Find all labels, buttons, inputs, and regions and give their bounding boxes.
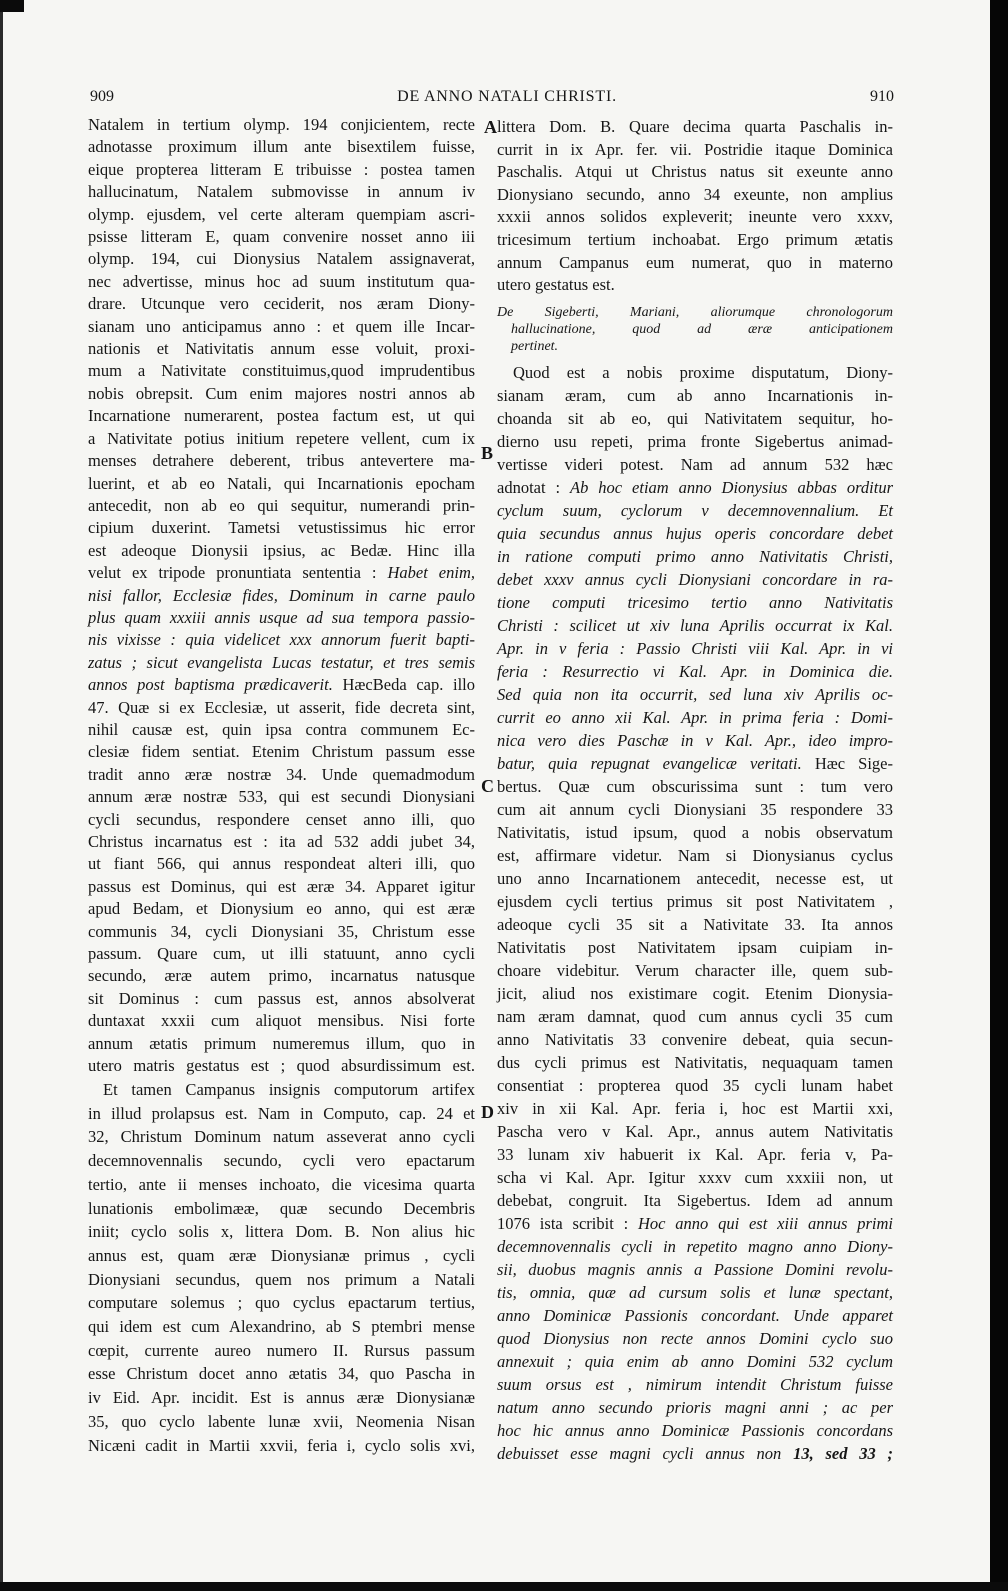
scan-edge-right (990, 0, 1008, 1591)
text-line (497, 274, 893, 297)
text-line (497, 1304, 893, 1327)
margin-letter: D (481, 1102, 494, 1122)
text-segment: qui idem est cum Alexandrino, ab S ptembri mense (88, 1317, 475, 1337)
text-line (88, 405, 475, 427)
text-segment: debebat, congruit. Ita Sigebertus. Idem ad annum (497, 1191, 893, 1210)
text-segment: annum Campanus eum numerat, quo in materno (497, 252, 893, 272)
text-segment: olymp. 194, cui Dionysius Natalem assignaverat, (88, 249, 475, 269)
italic-text: debuisset esse magni cycli annus non (497, 1444, 794, 1463)
text-segment: lunationis embolimææ, quæ secundo Decembris (88, 1198, 475, 1218)
text-line (88, 697, 475, 719)
text-segment: adnotasse proximum illum ante bisextilem fuisse, (88, 137, 475, 157)
text-line (497, 321, 893, 338)
text-segment: bertus. Quæ cum obscurissima sunt : tum vero (497, 777, 893, 796)
bold-italic-text: 13, sed 33 ; (793, 1444, 893, 1463)
text-line (88, 1386, 475, 1410)
text-segment: Dionysiani secundus, quem nos primum a Natali (88, 1269, 475, 1289)
text-line (497, 522, 893, 545)
italic-text: nica vero dies Paschæ in v Kal. Apr., ideo impro- (497, 731, 893, 750)
text-segment: antecedit, non ab eo qui sequitur, numerandi prin- (88, 495, 475, 515)
text-segment: ut fiant 566, qui annus respondeat alteri illi, quo (88, 854, 475, 874)
text-segment: vertisse videri potest. Nam ad annum 532 hæc (497, 455, 893, 474)
text-line (497, 1074, 893, 1097)
text-line (88, 338, 475, 360)
text-segment: passum. Quare cum, ut illi statuunt, anno cycli (88, 944, 475, 964)
text-segment: Dionysiano secundo, anno 34 exeunte, non amplius (497, 184, 893, 204)
text-line (497, 139, 893, 162)
text-line (88, 1010, 475, 1032)
text-segment: computare solemus ; quo cyclus epactarum tertius, (88, 1293, 475, 1313)
text-line (88, 1149, 475, 1173)
margin-letter: B (481, 443, 494, 463)
italic-text: zatus ; sicut evangelista Lucas testatur, et tres semis (88, 652, 475, 672)
text-segment: Nicæni cadit in Martii xxvii, feria i, cyclo solis xvi, (88, 1435, 475, 1455)
text-line (88, 1315, 475, 1339)
italic-text: tis, omnia, quæ ad cursum solis et lunæ spectant, (497, 1283, 893, 1302)
text-line (88, 204, 475, 226)
text-line (88, 248, 475, 270)
text-line (497, 752, 893, 775)
text-line (88, 1197, 475, 1221)
text-line (497, 1212, 893, 1235)
italic-text: nisi fallor, Ecclesiæ fides, Dominum in carne paulo (88, 585, 475, 605)
text-segment: velut ex tripode pronuntiata sententia : (88, 563, 388, 583)
text-segment: Incarnatione numerarent, postea factum est, ut qui (88, 406, 475, 426)
italic-text: Habet enim, (387, 563, 475, 583)
text-line (497, 913, 893, 936)
text-segment: apud Bedam, et Dionysium eo anno, qui est æræ (88, 899, 475, 919)
text-line (88, 473, 475, 495)
text-segment: cycli secundus, respondere censet anno illi, quo (88, 809, 475, 829)
text-line (88, 383, 475, 405)
text-line (497, 706, 893, 729)
page-number-right: 910 (870, 88, 894, 105)
text-segment: Quod est a nobis proxime disputatum, Diony- (513, 363, 893, 382)
text-line (497, 1281, 893, 1304)
text-segment: nec advertisse, minus hoc ad suum institutum qua- (88, 271, 475, 291)
italic-text: Sed quia non ita occurrit, sed luna xiv Aprilis oc- (497, 685, 893, 704)
text-line (88, 540, 475, 562)
text-line (497, 361, 893, 384)
text-segment: cipium duxerint. Tametsi vetustissimus hic error (88, 518, 475, 538)
text-segment: utero gestatus est. (497, 275, 615, 295)
text-segment: consentiat : propterea quod 35 cycli lunam habet (497, 1076, 893, 1095)
section-heading (497, 304, 893, 355)
text-line (497, 1235, 893, 1258)
text-line (88, 1125, 475, 1149)
italic-text: tione computi tricesimo tertio anno Nativitatis (497, 593, 893, 612)
text-line (88, 517, 475, 539)
text-line (497, 775, 893, 798)
text-line (88, 1102, 475, 1126)
text-line (497, 545, 893, 568)
italic-text: nis vixisse : quia videlicet xxx annorum fuerit bapti- (88, 630, 475, 650)
text-line (88, 1220, 475, 1244)
text-line (497, 1396, 893, 1419)
text-segment: passus est Dominus, qui est æræ 34. Apparet igitur (88, 876, 475, 896)
text-segment: 47. Quæ si ex Ecclesiæ, ut asserit, fide decreta sint, (88, 697, 475, 717)
text-line (497, 476, 893, 499)
italic-text: suum orsus est , nimirum intendit Christum fuisse (497, 1375, 893, 1394)
text-line (88, 629, 475, 651)
text-line (88, 159, 475, 181)
text-line (88, 809, 475, 831)
text-segment: est, affirmare videtur. Nam si Dionysianus cyclus (497, 846, 893, 865)
text-line (497, 1189, 893, 1212)
text-segment: est adeoque Dionysii ipsius, ac Bedæ. Hinc illa (88, 540, 475, 560)
text-line (88, 428, 475, 450)
text-line (88, 1339, 475, 1363)
text-segment: currit in ix Apr. fer. vii. Postridie itaque Dominica (497, 139, 893, 159)
text-segment: drare. Utcunque vero ceciderit, nos æram Diony- (88, 294, 475, 314)
text-line (497, 407, 893, 430)
text-line (88, 495, 475, 517)
text-segment: nobis obrepsit. Cum enim majores nostri annos ab (88, 383, 475, 403)
paragraph (497, 361, 893, 1465)
text-line (497, 867, 893, 890)
text-segment: Christus incarnatus est : ita ad 532 addi jubet 34, (88, 832, 475, 851)
text-segment: iniit; cyclo solis x, littera Dom. B. Non alius hic (88, 1222, 475, 1242)
text-segment: utero matris gestatus est ; quod absurdissimum est. (88, 1056, 475, 1076)
italic-text: quod Dionysius non recte annos Domini cyclo suo (497, 1329, 893, 1348)
text-segment: communis 34, cycli Dionysiani 35, Christum esse (88, 921, 475, 941)
text-segment: hallucinatione, quod ad æræ anticipationem (511, 322, 893, 337)
text-segment: 32, Christum Dominum natum asseverat anno cycli (88, 1127, 475, 1147)
text-segment: clesiæ fidem sentiat. Etenim Christum passum esse (88, 742, 475, 762)
text-line (88, 988, 475, 1010)
text-line (88, 181, 475, 203)
italic-text: Ab hoc etiam anno Dionysius abbas orditur (570, 478, 893, 497)
text-line (497, 591, 893, 614)
page-number-left: 909 (90, 88, 114, 105)
text-line (88, 1291, 475, 1315)
text-line (88, 226, 475, 248)
text-line (497, 982, 893, 1005)
text-line (497, 568, 893, 591)
text-line (497, 229, 893, 252)
text-line (88, 1078, 475, 1102)
italic-text: annexuit ; quia enim ab anno Domini 532 cyclum (497, 1352, 893, 1371)
text-segment: in illud prolapsus est. Nam in Computo, cap. 24 et (88, 1103, 475, 1123)
text-line (497, 614, 893, 637)
text-segment: tricesimum tertium inchoabat. Ergo primum ætatis (497, 229, 893, 249)
text-segment: cum ait annum cycli Dionysiani 35 respondere 33 (497, 800, 893, 819)
text-segment: duntaxat xxxii cum aliquot mensibus. Nisi forte (88, 1011, 475, 1031)
text-line (88, 719, 475, 741)
text-line (497, 1166, 893, 1189)
text-segment: annum æræ nostræ 533, qui est secundi Dionysiani (88, 787, 475, 807)
text-segment: Nativitatis post Nativitatem ipsam cuipiam in- (497, 938, 893, 957)
text-line (497, 1143, 893, 1166)
text-line (88, 853, 475, 875)
text-line (88, 293, 475, 315)
text-segment: psisse litteram E, quam convenire nosset anno iii (88, 227, 475, 247)
italic-text: Apr. in v feria : Passio Christi viii Kal. Apr. in vi (497, 639, 893, 658)
text-segment: esse Christum docet anno ætatis 34, quo Pascha in (88, 1364, 475, 1384)
text-line (88, 607, 475, 629)
text-segment: sit Dominus : cum passus est, annos absolverat (88, 988, 475, 1008)
text-line (88, 831, 475, 853)
text-line (497, 1051, 893, 1074)
italic-text: quia secundus annus hujus operis concordare debet (497, 524, 893, 543)
text-segment: tradit anno æræ nostræ 34. Unde quemadmodum (88, 764, 475, 784)
text-line (497, 637, 893, 660)
text-segment: anno Nativitatis 33 convenire debeat, quia secun- (497, 1030, 893, 1049)
text-line (497, 821, 893, 844)
text-line (497, 1350, 893, 1373)
text-line (497, 1097, 893, 1120)
text-segment: scha vi Kal. Apr. Igitur xxxv cum xxxiii non, ut (497, 1168, 893, 1187)
left-column (88, 0, 475, 1591)
text-segment: HæcBeda cap. illo (332, 675, 475, 695)
text-segment: nationis et Nativitatis annum esse voluit, proxi- (88, 339, 475, 359)
text-segment: xxxii annos solidos expleverit; ineunte vero xxxv, (497, 207, 893, 227)
text-line (88, 1244, 475, 1268)
text-segment: Pascha vero v Kal. Apr., annus autem Nativitatis (497, 1122, 893, 1141)
text-line (88, 1173, 475, 1197)
text-line (88, 1362, 475, 1386)
paragraph (88, 1078, 475, 1457)
text-line (88, 876, 475, 898)
text-segment: annum ætatis primum numeremus illum, quo in (88, 1033, 475, 1053)
text-line (497, 499, 893, 522)
text-line (88, 652, 475, 674)
paragraph (88, 114, 475, 1077)
text-line (497, 384, 893, 407)
italic-text: cyclum suum, cyclorum v decemnovennalium. Et (497, 501, 893, 520)
text-line (88, 562, 475, 584)
text-segment: dus cycli primus est Nativitatis, nequaquam tamen (497, 1053, 893, 1072)
italic-text: debet xxxv annus cycli Dionysiani concordare in ra- (497, 570, 893, 589)
italic-text: annos post baptisma prædicaverit. (88, 675, 333, 695)
text-line (88, 271, 475, 293)
text-line (88, 585, 475, 607)
text-line (88, 1410, 475, 1434)
text-segment: olymp. ejusdem, vel certe alteram quempiam ascri- (88, 204, 475, 224)
italic-text: in ratione computi primo anno Nativitatis Christi, (497, 547, 893, 566)
italic-text: decemnovennalis cycli in repetito magno anno Diony- (497, 1237, 893, 1256)
text-segment: nam æram damnat, quod cum annus cycli 35 cum (497, 1007, 893, 1026)
text-line (497, 1373, 893, 1396)
text-line (497, 1005, 893, 1028)
text-line (88, 786, 475, 808)
text-segment: pertinet. (511, 339, 559, 354)
right-column (497, 0, 893, 1591)
text-segment: hallucinatum, Natalem submovisse in annum iv (88, 182, 475, 202)
scan-edge-left (0, 0, 3, 1591)
text-segment: a Nativitate potius initium repetere vellent, cum ix (88, 428, 475, 448)
text-line (497, 729, 893, 752)
text-line (497, 798, 893, 821)
italic-text: batur, quia repugnat evangelicæ veritati. (497, 754, 802, 773)
text-segment: uno anno Incarnationem antecedit, necesse est, ut (497, 869, 893, 888)
text-segment: mum a Nativitate constituimus,quod imprudentibus (88, 361, 475, 381)
italic-text: feria : Resurrectio vi Kal. Apr. in Dominica die. (497, 662, 893, 681)
text-segment: dierno usu repeti, prima fronte Sigebertus animad- (497, 432, 893, 451)
margin-letter: C (481, 776, 494, 796)
text-line (497, 1442, 893, 1465)
text-segment: Paschalis. Atqui ut Christus natus sit exeunte anno (497, 162, 893, 182)
text-segment: menses detrahere deberent, tribus antevertere ma- (88, 451, 475, 471)
text-segment: eique propterea litteram E tribuisse : postea tamen (88, 159, 475, 179)
italic-text: Christi : scilicet ut xiv luna Aprilis occurrat ix Kal. (497, 616, 893, 635)
running-title: DE ANNO NATALI CHRISTI. (397, 88, 617, 105)
text-segment: 33 lunam xiv habuerit ix Kal. Apr. feria v, Pa- (497, 1145, 893, 1164)
text-segment: 35, quo cyclo labente lunæ xvii, Neomenia Nisan (88, 1411, 475, 1431)
text-line (88, 450, 475, 472)
text-line (497, 1028, 893, 1051)
italic-text: hoc hic annus anno Dominicæ Passionis concordans (497, 1421, 893, 1440)
text-segment: Hæc Sige- (801, 754, 893, 773)
text-line (88, 1033, 475, 1055)
text-line (497, 936, 893, 959)
text-line (88, 741, 475, 763)
text-line (88, 898, 475, 920)
text-line (497, 890, 893, 913)
text-line (497, 252, 893, 275)
text-line (88, 764, 475, 786)
text-line (497, 1327, 893, 1350)
text-segment: annus est, quam æræ Dionysianæ primus , cycli (88, 1245, 475, 1265)
text-line (497, 683, 893, 706)
margin-letter: A (484, 117, 497, 137)
text-line (88, 136, 475, 158)
text-line (88, 1055, 475, 1077)
text-segment: cœpit, currente aureo numero II. Rursus passum (88, 1340, 475, 1360)
italic-text: Hoc anno qui est xiii annus primi (637, 1214, 893, 1233)
text-line (88, 1268, 475, 1292)
text-line (497, 304, 893, 321)
text-line (497, 116, 893, 139)
text-line (88, 360, 475, 382)
text-line (497, 184, 893, 207)
text-line (497, 1419, 893, 1442)
text-line (497, 430, 893, 453)
text-line (88, 674, 475, 696)
text-line (88, 965, 475, 987)
text-segment: choanda sit ab eo, qui Nativitatem sequitur, ho- (497, 409, 893, 428)
text-segment: sianam uno anticipamus anno : et quem ille Incar- (88, 316, 475, 336)
text-line (88, 316, 475, 338)
text-segment: jicit, aliud nos existimare cogit. Etenim Dionysia- (497, 984, 893, 1003)
text-segment: secundo, æræ autem primo, incarnatus natusque (88, 966, 475, 986)
text-segment: De Sigeberti, Mariani, aliorumque chronologorum (497, 305, 893, 320)
text-segment: xiv in xii Kal. Apr. feria i, hoc est Martii xxi, (497, 1099, 893, 1118)
text-segment: Nativitatis, istud ipsum, quod a nobis observatum (497, 823, 893, 842)
text-line (497, 844, 893, 867)
italic-text: currit eo anno xii Kal. Apr. in prima feria : Domi- (497, 708, 893, 727)
text-line (88, 1434, 475, 1458)
paragraph (497, 116, 893, 297)
text-line (497, 206, 893, 229)
italic-text: anno Dominicæ Passionis concordant. Unde apparet (497, 1306, 893, 1325)
italic-text: plus quam xxxiii annis usque ad sua tempora passio- (88, 607, 475, 627)
text-line (497, 660, 893, 683)
text-segment: luerint, et ab eo Natali, qui Incarnationis epocham (88, 473, 475, 493)
text-line (497, 161, 893, 184)
text-line (88, 114, 475, 136)
text-segment: ejusdem cycli tertius primus sit post Nativitatem , (497, 892, 893, 911)
text-line (88, 943, 475, 965)
text-segment: littera Dom. B. Quare decima quarta Paschalis in- (497, 117, 893, 136)
text-line (88, 921, 475, 943)
text-segment: Et tamen Campanus insignis computorum artifex (103, 1080, 475, 1099)
text-segment: Natalem in tertium olymp. 194 conjicientem, recte (88, 115, 475, 134)
text-segment: adeoque cycli 35 sit a Nativitate 33. Ita annos (497, 915, 893, 934)
scan-edge-corner (0, 0, 24, 12)
text-segment: choare videbitur. Verum character ille, quem sub- (497, 961, 893, 980)
italic-text: natum anno secundo prioris magni anni ; ac per (497, 1398, 893, 1417)
text-line (497, 1120, 893, 1143)
text-segment: 1076 ista scribit : (497, 1214, 638, 1233)
text-segment: adnotat : (497, 478, 571, 497)
text-segment: sianam æram, cum ab anno Incarnationis in- (497, 386, 893, 405)
text-segment: nihil causæ est, quin ipsa contra communem Ec- (88, 719, 475, 739)
text-line (497, 959, 893, 982)
italic-text: sii, duobus magnis annis a Passione Domini revolu- (497, 1260, 893, 1279)
text-line (497, 453, 893, 476)
text-line (497, 338, 893, 355)
text-segment: tertio, ante ii menses inchoato, die vicesima quarta (88, 1174, 475, 1194)
text-segment: iv Eid. Apr. incidit. Est is annus æræ Dionysianæ (88, 1388, 475, 1408)
text-segment: decemnovennalis secundo, cycli vero epactarum (88, 1151, 475, 1171)
text-line (497, 1258, 893, 1281)
